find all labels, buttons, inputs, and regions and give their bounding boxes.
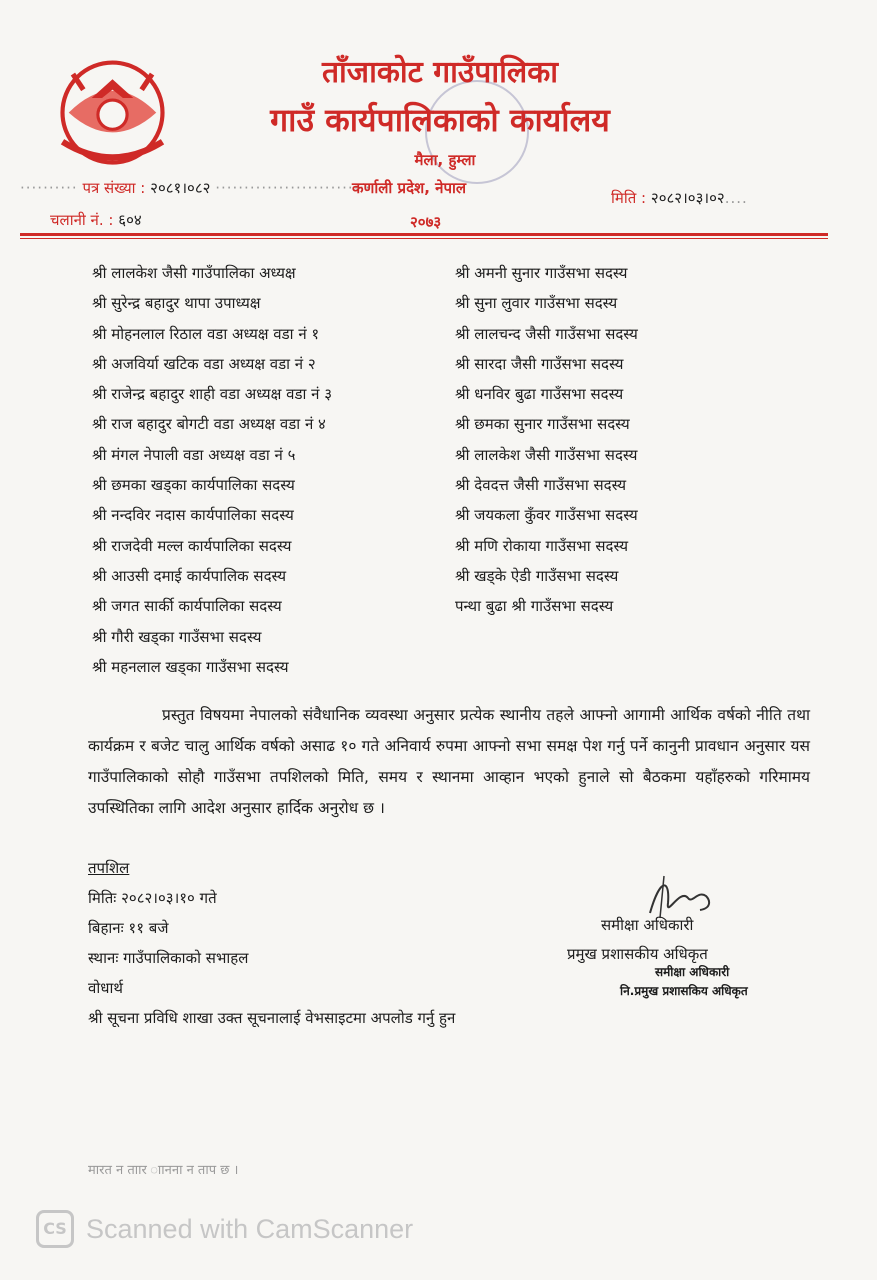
nepal-emblem-icon: [50, 48, 175, 173]
stamp-name: समीक्षा अधिकारी: [655, 965, 730, 979]
established-year: २०७३: [410, 213, 442, 231]
recipient: श्री राज बहादुर बोगटी वडा अध्यक्ष वडा नं ४: [92, 415, 326, 434]
header-divider-thin: [20, 238, 828, 239]
recipient: श्री लालकेश जैसी गाउँपालिका अध्यक्ष: [92, 264, 296, 282]
meeting-time: बिहानः ११ बजे: [88, 919, 169, 937]
header-divider: [20, 233, 828, 236]
cc-line: श्री सूचना प्रविधि शाखा उक्त सूचनालाई वेभसाइटमा अपलोड गर्नु हुन: [88, 1009, 456, 1027]
recipient: श्री सारदा जैसी गाउँसभा सदस्य: [455, 354, 624, 373]
recipient: श्री नन्दविर नदास कार्यपालिका सदस्य: [92, 506, 294, 525]
recipient: श्री आउसी दमाई कार्यपालिक सदस्य: [92, 566, 287, 585]
letter-number: ·········· पत्र संख्या : २०८१।०८२ ···························: [20, 179, 371, 197]
recipient: श्री जगत सार्की कार्यपालिका सदस्य: [92, 597, 282, 616]
stamp-title: नि.प्रमुख प्रशासकिय अधिकृत: [620, 984, 748, 998]
recipient: श्री मंगल नेपाली वडा अध्यक्ष वडा नं ५: [92, 445, 296, 464]
office-address: मैला, हुम्ला: [414, 151, 476, 169]
recipient-list-right: [455, 258, 638, 622]
letter-date: मिति : २०८२।०३।०२....: [611, 189, 748, 207]
recipient: श्री देवदत्त जैसी गाउँसभा सदस्य: [455, 476, 627, 495]
meeting-details: [88, 853, 455, 1033]
recipient: श्री लालकेश जैसी गाउँसभा सदस्य: [455, 445, 638, 464]
recipient: श्री अजविर्या खटिक वडा अध्यक्ष वडा नं २: [92, 354, 316, 373]
province-label: कर्णाली प्रदेश, नेपाल: [352, 179, 467, 197]
camscanner-watermark: Scanned with CamScanner: [86, 1214, 414, 1244]
recipient: श्री सुरेन्द्र बहादुर थापा उपाध्यक्ष: [92, 294, 261, 313]
signatory-name: समीक्षा अधिकारी: [601, 916, 694, 934]
recipient: श्री राजदेवी मल्ल कार्यपालिका सदस्य: [92, 536, 292, 555]
cc-heading: वोधार्थ: [88, 979, 123, 997]
meeting-date: मितिः २०८२।०३।१० गते: [88, 889, 217, 907]
recipient: श्री जयकला कुँवर गाउँसभा सदस्य: [455, 506, 638, 525]
office-title: गाउँ कार्यपालिकाको कार्यालय: [270, 101, 610, 139]
recipient: श्री धनविर बुढा गाउँसभा सदस्य: [455, 385, 624, 404]
recipient: श्री अमनी सुनार गाउँसभा सदस्य: [455, 264, 628, 282]
recipient: श्री छमका खड्का कार्यपालिका सदस्य: [92, 476, 295, 495]
dispatch-number: चलानी नं. : ६०४: [50, 211, 142, 229]
bleed-through-text: मारत न ताार ाानना न ताप छ ।: [88, 1163, 239, 1178]
recipient: पन्था बुढा श्री गाउँसभा सदस्य: [455, 597, 614, 616]
details-heading: तपशिल: [88, 859, 130, 877]
recipient: श्री मणि रोकाया गाउँसभा सदस्य: [455, 536, 629, 555]
signatory-title: प्रमुख प्रशासकीय अधिकृत: [567, 945, 708, 963]
camscanner-logo-icon: CS: [36, 1210, 74, 1248]
recipient: श्री राजेन्द्र बहादुर शाही वडा अध्यक्ष वडा नं ३: [92, 385, 333, 404]
recipient: श्री छमका सुनार गाउँसभा सदस्य: [455, 415, 630, 434]
body-paragraph: प्रस्तुत विषयमा नेपालको संवैधानिक व्यवस्था अनुसार प्रत्येक स्थानीय तहले आफ्नो आगामी आर्थिक वर्षको नीति तथा कार्यक्रम र बजेट चालु आर्थिक वर्षको असाढ १० गते अनिवार्य रुपमा आफ्नो सभा समक्ष पेश गर्नु पर्ने कानुनी प्रावधान अनुसार यस गाउँपालिकाको सोहौ गाउँसभा तपशिलको मिति, समय र स्थानमा आव्हान भएको हुनाले सो बैठकमा यहाँहरुको गरिमामय उपस्थितिका लागि आदेश अनुसार हार्दिक अनुरोध छ ।: [88, 706, 810, 817]
recipient: श्री लालचन्द जैसी गाउँसभा सदस्य: [455, 324, 638, 343]
recipient: श्री सुना लुवार गाउँसभा सदस्य: [455, 294, 618, 313]
recipient: श्री मोहनलाल रिठाल वडा अध्यक्ष वडा नं १: [92, 324, 320, 343]
recipient-list-left: [92, 258, 332, 682]
meeting-venue: स्थानः गाउँपालिकाको सभाहल: [88, 949, 249, 967]
municipality-title: ताँजाकोट गाउँपालिका: [321, 55, 559, 90]
letter-body: [88, 700, 810, 824]
recipient: श्री महनलाल खड्का गाउँसभा सदस्य: [92, 657, 289, 676]
recipient: श्री गौरी खड्का गाउँसभा सदस्य: [92, 627, 262, 646]
recipient: श्री खड्के ऐडी गाउँसभा सदस्य: [455, 566, 619, 585]
